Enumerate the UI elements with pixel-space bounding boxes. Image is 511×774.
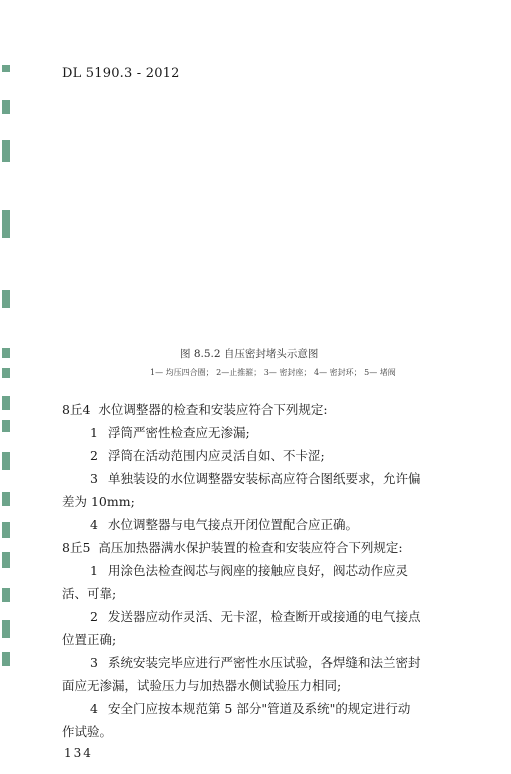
list-item (90, 699, 410, 717)
standard-number-header: DL 5190.3 - 2012 (62, 66, 180, 81)
page-number: 134 (64, 746, 93, 760)
margin-mark (2, 396, 10, 410)
list-item (90, 561, 408, 579)
clause-heading (62, 538, 403, 556)
margin-mark (2, 290, 10, 308)
clause-title: 水位调整器的检查和安装应符合下列规定: (98, 402, 328, 417)
item-text: 系统安装完毕应进行严密性水压试验，各焊缝和法兰密封 (107, 655, 421, 670)
clause-number: 8丘4 (62, 402, 91, 417)
item-text: 发送器应动作灵活、无卡涩，检查断开或接通的电气接点 (107, 609, 421, 624)
item-number: 4 (90, 517, 98, 532)
margin-mark (2, 65, 10, 72)
margin-mark (2, 452, 10, 470)
item-continuation: 作试验。 (62, 724, 113, 739)
margin-mark (2, 100, 10, 114)
margin-mark (2, 210, 10, 238)
margin-mark (2, 652, 10, 666)
margin-mark (2, 492, 10, 506)
list-item (90, 653, 420, 671)
margin-mark (2, 620, 10, 638)
list-item (90, 446, 325, 464)
item-text: 用涂色法检查阀芯与阀座的接触应良好，阀芯动作应灵 (107, 563, 408, 578)
item-number: 2 (90, 448, 98, 463)
item-text: 安全门应按本规范第 5 部分"管道及系统"的规定进行动 (107, 701, 411, 716)
item-text: 浮筒严密性检查应无渗漏; (107, 425, 250, 440)
clause-heading (62, 400, 328, 418)
item-number: 3 (90, 655, 98, 670)
figure-caption: 图 8.5.2 自压密封堵头示意图 (180, 348, 319, 360)
item-continuation: 差为 10mm; (62, 494, 135, 509)
item-number: 4 (90, 701, 98, 716)
margin-mark (2, 140, 10, 162)
margin-mark (2, 552, 10, 568)
list-item (90, 515, 358, 533)
item-continuation: 位置正确; (62, 632, 117, 647)
clause-number: 8丘5 (62, 540, 91, 555)
item-text: 单独装设的水位调整器安装标高应符合图纸要求，允许偏 (107, 471, 421, 486)
figure-legend: 1— 均压四合圈； 2—止推箍； 3— 密封座； 4— 密封环； 5— 堵阀 (150, 368, 396, 377)
item-continuation: 面应无渗漏，试验压力与加热器水侧试验压力相同; (62, 678, 342, 693)
margin-mark (2, 588, 10, 602)
item-number: 2 (90, 609, 98, 624)
margin-mark (2, 368, 10, 378)
clause-title: 高压加热器满水保护装置的检查和安装应符合下列规定: (98, 540, 403, 555)
list-item (90, 423, 250, 441)
list-item (90, 607, 420, 625)
item-text: 水位调整器与电气接点开闭位置配合应正确。 (107, 517, 358, 532)
margin-mark (2, 522, 10, 538)
margin-mark (2, 348, 10, 358)
item-number: 3 (90, 471, 98, 486)
scan-margin-marks (0, 60, 16, 700)
margin-mark (2, 420, 10, 432)
item-continuation: 活、可靠; (62, 586, 117, 601)
item-number: 1 (90, 425, 98, 440)
item-number: 1 (90, 563, 98, 578)
list-item (90, 469, 420, 487)
item-text: 浮筒在活动范围内应灵活自如、不卡涩; (107, 448, 325, 463)
